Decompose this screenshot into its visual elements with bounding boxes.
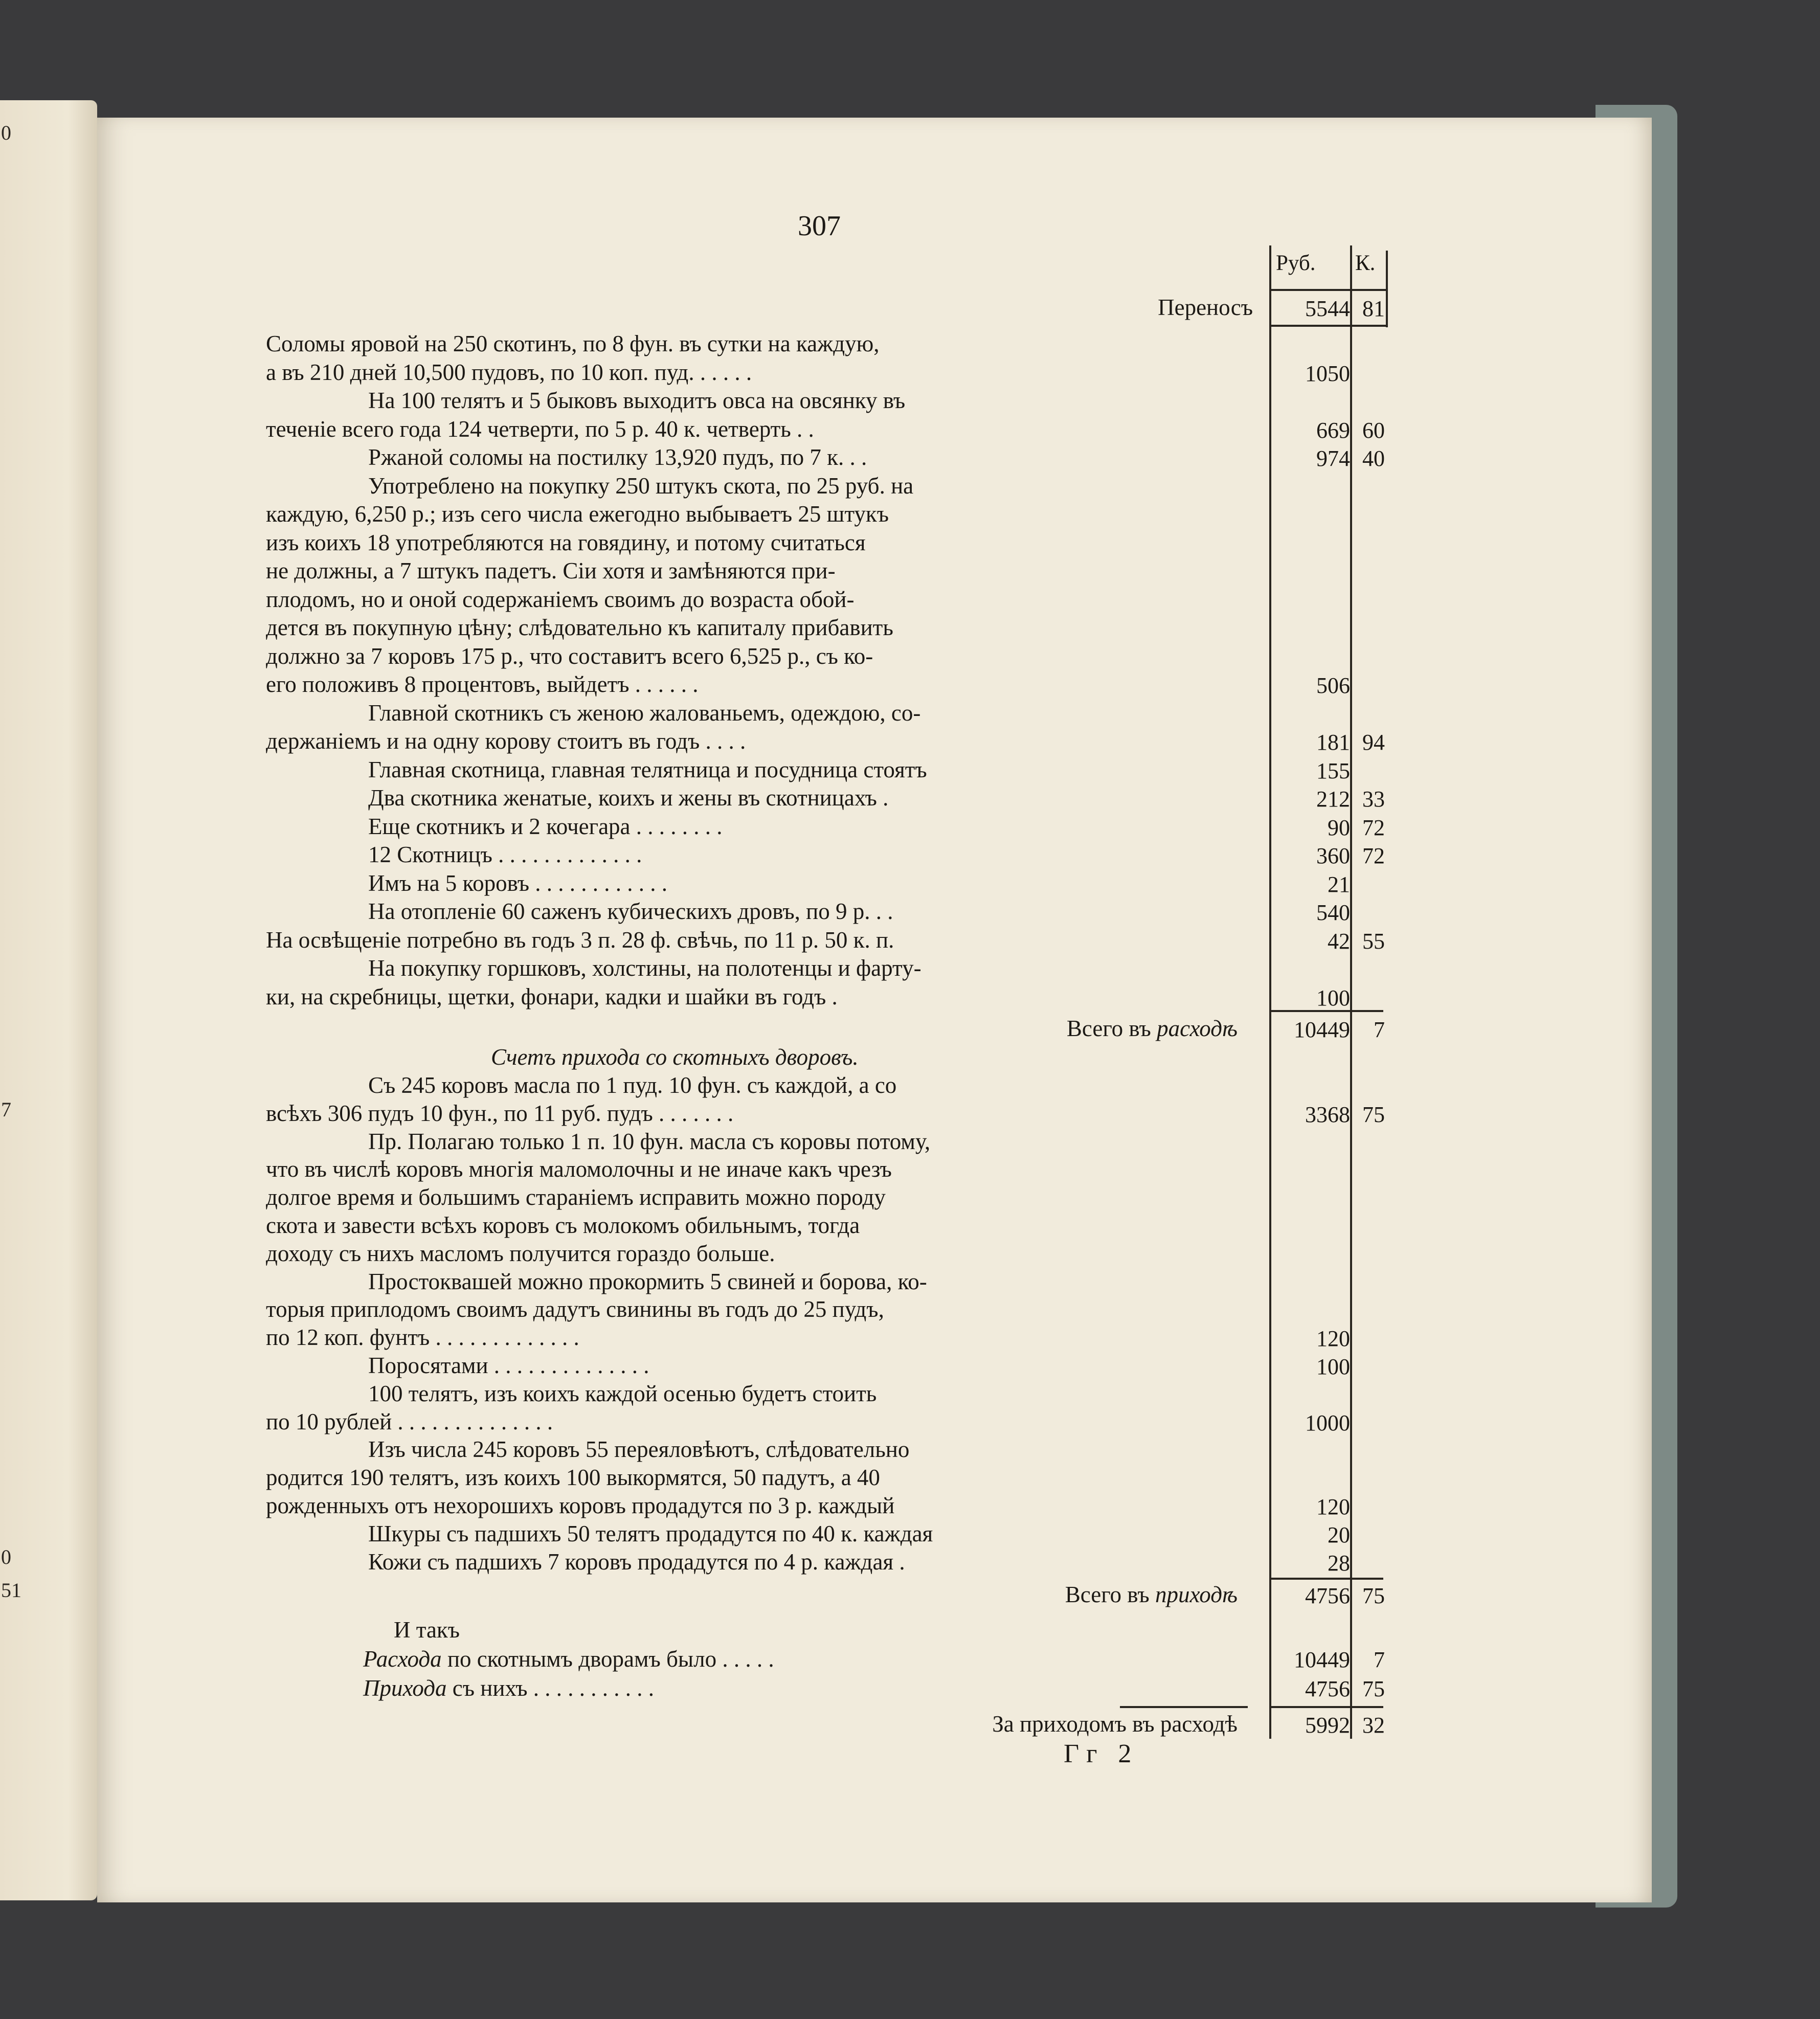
- balance-kop: 32: [1362, 1713, 1385, 1738]
- income-total-rule: [1271, 1578, 1383, 1580]
- amount-rub: 1000: [1305, 1410, 1350, 1435]
- left-page-mark: 51: [1, 1579, 21, 1602]
- left-page-edge: [0, 100, 97, 1900]
- text-line: дется въ покупную цѣну; слѣдовательно къ капиталу прибавить: [266, 615, 893, 640]
- carry-label: Переносъ: [1158, 295, 1253, 320]
- text-line: Поросятами . . . . . . . . . . . . . .: [368, 1353, 649, 1378]
- text-line: что въ числѣ коровъ многія маломолочны и не иначе какъ чрезъ: [266, 1156, 892, 1182]
- total-expense-kop: 7: [1374, 1017, 1385, 1042]
- text-line: по 10 рублей . . . . . . . . . . . . . .: [266, 1408, 553, 1434]
- amount-rub: 21: [1328, 871, 1350, 897]
- amount-rub: 360: [1316, 843, 1350, 868]
- text-line: Еще скотникъ и 2 кочегара . . . . . . . .: [368, 813, 723, 839]
- column-rule-left: [1269, 245, 1271, 1739]
- text-line: родится 190 телятъ, изъ коихъ 100 выкормятся, 50 падутъ, а 40: [266, 1465, 880, 1491]
- text-line: долгое время и большимъ стараніемъ исправить можно породу: [266, 1184, 886, 1210]
- text-line: На 100 телятъ и 5 быковъ выходитъ овса на овсянку въ: [368, 388, 906, 413]
- amount-rub: 28: [1328, 1550, 1350, 1576]
- amount-kop: 72: [1362, 815, 1385, 840]
- rub-header: Руб.: [1276, 251, 1316, 275]
- kop-header: К.: [1355, 251, 1376, 275]
- text-line: ки, на скребницы, щетки, фонари, кадки и шайки въ годъ .: [266, 983, 838, 1010]
- summary-expense-text: по скотнымъ дворамъ было . . . . .: [441, 1646, 774, 1672]
- text-line: Кожи съ падшихъ 7 коровъ продадутся по 4 р. каждая .: [368, 1549, 905, 1575]
- text-line: скота и завести всѣхъ коровъ съ молокомъ обильнымъ, тогда: [266, 1213, 860, 1238]
- page-number: 307: [798, 210, 841, 242]
- text-line: Простоквашей можно прокормить 5 свиней и борова, ко-: [368, 1268, 927, 1294]
- amount-kop: 60: [1362, 417, 1385, 443]
- text-line: плодомъ, но и оной содержаніемъ своимъ до возраста обой-: [266, 586, 855, 612]
- text-line: Два скотника женатые, коихъ и жены въ скотницахъ .: [368, 785, 889, 811]
- amount-rub: 212: [1316, 787, 1350, 812]
- text-line: На освѣщеніе потребно въ годъ 3 п. 28 ф. свѣчь, по 11 р. 50 к. п.: [266, 927, 894, 953]
- text-line: Ржаной соломы на постилку 13,920 пудъ, по 7 к. . .: [368, 444, 867, 470]
- total-income-italic: приходѣ: [1155, 1582, 1238, 1607]
- summary-income: [363, 1674, 654, 1702]
- text-line: держаніемъ и на одну корову стоитъ въ годъ . . . .: [266, 728, 746, 754]
- text-line: всѣхъ 306 пудъ 10 фун., по 11 руб. пудъ . . . . . . .: [266, 1100, 734, 1126]
- amount-rub: 3368: [1305, 1102, 1350, 1127]
- amount-kop: 55: [1362, 928, 1385, 954]
- summary-intro: И такъ: [394, 1617, 460, 1643]
- amount-rub: 1050: [1305, 361, 1350, 386]
- text-line: Соломы яровой на 250 скотинъ, по 8 фун. въ сутки на каждую,: [266, 331, 880, 356]
- total-expense-italic: расходѣ: [1157, 1016, 1238, 1041]
- summary-expense-kop: 7: [1374, 1647, 1385, 1672]
- total-expense-text: Всего въ: [1066, 1016, 1157, 1041]
- expense-total-rule: [1271, 1010, 1383, 1012]
- text-line: Изъ числа 245 коровъ 55 переяловѣютъ, слѣдовательно: [368, 1437, 910, 1463]
- total-expense-rub: 10449: [1294, 1017, 1350, 1042]
- amount-rub: 181: [1316, 730, 1350, 755]
- text-line: Главной скотникъ съ женою жалованьемъ, одеждою, со-: [368, 700, 921, 726]
- text-line: должно за 7 коровъ 175 р., что составитъ всего 6,525 р., съ ко-: [266, 643, 873, 669]
- text-line: рожденныхъ отъ нехорошихъ коровъ продадутся по 3 р. каждый: [266, 1493, 895, 1518]
- amount-rub: 974: [1316, 446, 1350, 471]
- total-income-text: Всего въ: [1065, 1582, 1155, 1607]
- amount-rub: 155: [1316, 758, 1350, 783]
- text-line: каждую, 6,250 р.; изъ сего числа ежегодно выбываетъ 25 штукъ: [266, 501, 889, 527]
- text-line: На отопленіе 60 саженъ кубическихъ дровъ, по 9 р. . .: [368, 899, 893, 924]
- text-line: Имъ на 5 коровъ . . . . . . . . . . . .: [368, 870, 668, 896]
- summary-income-text: съ нихъ . . . . . . . . . . .: [446, 1675, 654, 1701]
- left-page-mark: 7: [1, 1098, 11, 1121]
- amount-kop: 33: [1362, 787, 1385, 812]
- balance-label: За приходомъ въ расходѣ: [992, 1711, 1238, 1737]
- amount-rub: 540: [1316, 900, 1350, 925]
- amount-rub: 20: [1328, 1522, 1350, 1547]
- carry-rule: [1269, 325, 1387, 327]
- text-line: Пр. Полагаю только 1 п. 10 фун. масла съ коровы потому,: [368, 1128, 931, 1154]
- amount-rub: 42: [1328, 928, 1350, 954]
- summary-expense-italic: Расхода: [363, 1646, 442, 1672]
- amount-rub: 506: [1316, 673, 1350, 698]
- amount-rub: 669: [1316, 417, 1350, 443]
- text-line: его положивъ 8 процентовъ, выйдетъ . . . . . .: [266, 671, 699, 697]
- total-expense-label: [869, 1015, 1238, 1042]
- text-line: по 12 коп. фунтъ . . . . . . . . . . . . .: [266, 1325, 579, 1351]
- text-line: 12 Скотницъ . . . . . . . . . . . . .: [368, 842, 642, 867]
- carry-rub: 5544: [1305, 296, 1350, 321]
- amount-kop: 75: [1362, 1102, 1385, 1127]
- column-rule-middle: [1350, 245, 1352, 1739]
- left-page-mark: 0: [1, 121, 11, 144]
- total-income-kop: 75: [1362, 1583, 1385, 1608]
- header-rule: [1269, 289, 1387, 291]
- text-line: Шкуры съ падшихъ 50 телятъ продадутся по 40 к. каждая: [368, 1520, 933, 1546]
- amount-kop: 94: [1362, 730, 1385, 755]
- carry-kop: 81: [1362, 296, 1385, 321]
- text-line: теченіе всего года 124 четверти, по 5 р. 40 к. четверть . .: [266, 416, 814, 442]
- summary-rule-left: [1120, 1706, 1248, 1708]
- summary-income-kop: 75: [1362, 1676, 1385, 1701]
- text-line: а въ 210 дней 10,500 пудовъ, по 10 коп. пуд. . . . . .: [266, 359, 752, 385]
- total-income-label: [869, 1581, 1238, 1608]
- text-line: доходу съ нихъ масломъ получится гораздо больше.: [266, 1240, 775, 1266]
- amount-rub: 100: [1316, 1354, 1350, 1379]
- text-line: Употреблено на покупку 250 штукъ скота, по 25 руб. на: [368, 473, 914, 499]
- text-line: торыя приплодомъ своимъ дадутъ свинины въ годъ до 25 пудъ,: [266, 1296, 884, 1322]
- amount-rub: 100: [1316, 985, 1350, 1011]
- amount-rub: 90: [1328, 815, 1350, 840]
- summary-expense-rub: 10449: [1294, 1647, 1350, 1672]
- signature-mark: Гг 2: [1064, 1739, 1139, 1768]
- summary-income-rub: 4756: [1305, 1676, 1350, 1701]
- text-line: 100 телятъ, изъ коихъ каждой осенью будетъ стоить: [368, 1380, 877, 1406]
- amount-rub: 120: [1316, 1326, 1350, 1352]
- left-page-mark: 0: [1, 1545, 11, 1568]
- amount-kop: 72: [1362, 843, 1385, 868]
- total-income-rub: 4756: [1305, 1583, 1350, 1608]
- income-heading: Счетъ прихода со скотныхъ дворовъ.: [491, 1044, 859, 1070]
- text-line: изъ коихъ 18 употребляются на говядину, и потому считаться: [266, 529, 866, 555]
- amount-rub: 120: [1316, 1494, 1350, 1519]
- text-line: Съ 245 коровъ масла по 1 пуд. 10 фун. съ каждой, а со: [368, 1072, 897, 1098]
- text-line: Главная скотница, главная телятница и посудница стоятъ: [368, 756, 927, 782]
- amount-kop: 40: [1362, 446, 1385, 471]
- summary-rule: [1271, 1706, 1383, 1708]
- text-line: На покупку горшковъ, холстины, на полотенцы и фарту-: [368, 955, 922, 981]
- text-line: не должны, а 7 штукъ падетъ. Сіи хотя и замѣняются при-: [266, 558, 836, 584]
- summary-income-italic: Прихода: [363, 1675, 447, 1701]
- balance-rub: 5992: [1305, 1713, 1350, 1738]
- summary-expense: [363, 1645, 774, 1673]
